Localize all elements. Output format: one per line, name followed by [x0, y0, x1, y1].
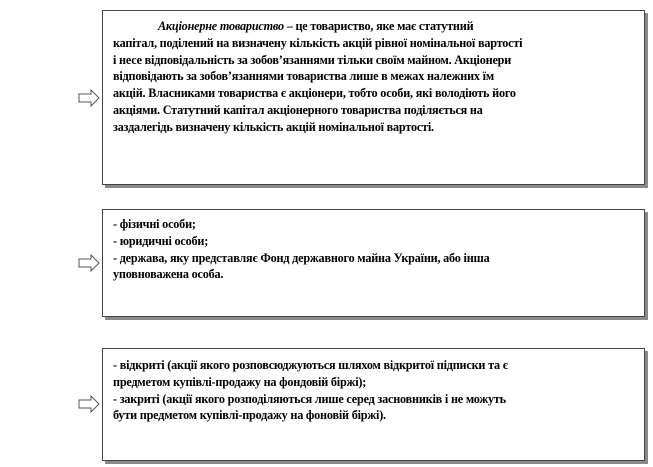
arrow-pointer-icon	[78, 89, 100, 107]
list-item: уповноважена особа.	[113, 267, 224, 282]
text-line: капітал, поділений на визначену кількість акцій рівної номінальної вартості	[113, 35, 523, 50]
list-item: - юридичні особи;	[113, 233, 209, 248]
list-item: - фізичні особи;	[113, 217, 196, 231]
text-line: і несе відповідальність за зобов’язаннями тільки своїм майном. Акціонери	[113, 52, 512, 67]
shareholders-box	[102, 209, 645, 317]
list-item: предметом купівлі-продажу на фондовій біржі);	[113, 374, 367, 389]
text-line: акцій. Власниками товариства є акціонери, тобто особи, які володіють його	[113, 86, 516, 101]
text-line: заздалегідь визначену кількість акцій номінальної вартості.	[113, 119, 434, 134]
text-line: відповідають за зобов’язаннями товариства лише в межах належних їм	[113, 69, 494, 84]
list-item: бути предметом купівлі-продажу на фоновій біржі).	[113, 408, 386, 423]
definition-box	[102, 10, 645, 185]
list-item: - відкриті (акції якого розповсюджуються шляхом відкритої підписки та є	[113, 358, 508, 372]
term-label: Акціонерне товариство	[158, 19, 284, 33]
text-line: акціями. Статутний капітал акціонерного товариства поділяється на	[113, 102, 483, 117]
list-item: - закриті (акції якого розподіляються лише серед засновників і не можуть	[113, 391, 506, 406]
arrow-pointer-icon	[78, 395, 100, 413]
text-line: Акціонерне товариство – це товариство, яке має статутний	[158, 19, 474, 33]
types-box	[102, 348, 645, 461]
list-item: - держава, яку представляє Фонд державного майна України, або інша	[113, 250, 490, 265]
arrow-pointer-icon	[78, 254, 100, 272]
